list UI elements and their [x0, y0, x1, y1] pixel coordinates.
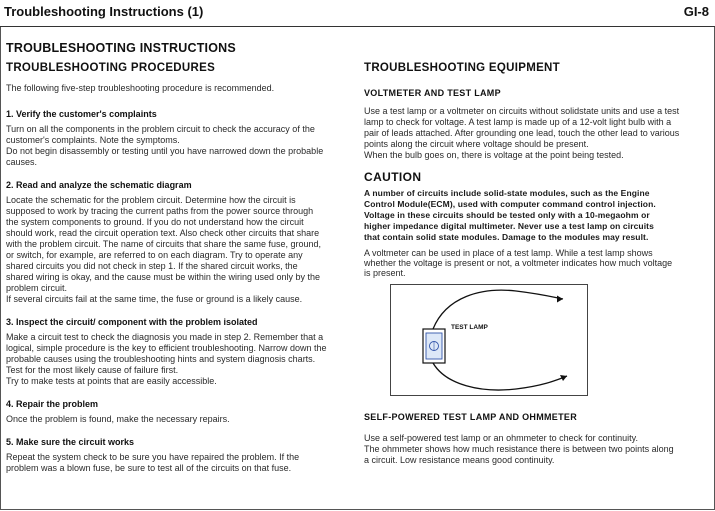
test-lamp-illustration [391, 285, 587, 395]
step-2-title: 2. Read and analyze the schematic diagram [6, 180, 192, 190]
step-5-line: problem was a blown fuse, be sure to test all of the circuits on that fuse. [6, 463, 292, 473]
step-2-line: the system components to ground. If you do not understand how the circuit [6, 217, 304, 227]
lower-lead [433, 363, 567, 390]
voltmeter-note [364, 248, 709, 278]
voltmeter-line: pair of leads attached. After grounding one lead, touch the other lead to various [364, 128, 680, 138]
step-2-line: shared wiring is okay, and the cause must be within the wiring used only by the [6, 272, 321, 282]
step-4-line: Once the problem is found, make the necessary repairs. [6, 414, 230, 424]
self-powered-line: Use a self-powered test lamp or an ohmmeter to check for continuity. [364, 433, 638, 443]
step-1-line: causes. [6, 157, 38, 167]
step-3-line: Make a circuit test to check the diagnosis you made in step 2. Remember that a [6, 332, 324, 342]
step-4-body [6, 414, 351, 425]
caution-body [364, 188, 709, 243]
step-3-line: Test for the most likely cause of failure first. [6, 365, 179, 375]
step-3-line: probable causes using the troubleshooting hints and system diagnosis charts. [6, 354, 316, 364]
voltmeter-line: points along the circuit where voltage should be present. [364, 139, 589, 149]
upper-lead-arrow [557, 296, 563, 303]
step-2-line: supposed to work by tracing the current paths from the power source through [6, 206, 314, 216]
step-2-line: or switch, for example, are referred to on each diagram. Try to operate any [6, 250, 303, 260]
step-2-line: problem circuit. [6, 283, 68, 293]
step-1-line: customer's complaints. Note the symptoms. [6, 135, 180, 145]
step-4 [6, 399, 351, 425]
step-2-line: Locate the schematic for the problem circuit. Determine how the circuit is [6, 195, 296, 205]
caution-line: Control Module(ECM), used with computer command control injection. [364, 199, 656, 209]
voltmeter-heading: VOLTMETER AND TEST LAMP [364, 88, 501, 98]
caution-line: higher impedance digital multimeter. Never use a test lamp on circuits [364, 221, 654, 231]
step-5-line: Repeat the system check to be sure you have repaired the problem. If the [6, 452, 300, 462]
step-5 [6, 437, 351, 474]
left-column [6, 62, 351, 486]
step-1-title: 1. Verify the customer's complaints [6, 109, 157, 119]
procedures-intro: The following five-step troubleshooting procedure is recommended. [6, 83, 275, 93]
voltmeter-note-line: whether the voltage is present or not, a voltmeter indicates how much voltage [364, 258, 673, 268]
equipment-heading: TROUBLESHOOTING EQUIPMENT [364, 62, 560, 74]
step-2-line: If several circuits fail at the same time, the fuse or ground is a likely cause. [6, 294, 303, 304]
step-1 [6, 109, 351, 168]
step-2-body [6, 195, 351, 305]
voltmeter-note-line: A voltmeter can be used in place of a test lamp. While a test lamp shows [364, 248, 653, 258]
self-powered-body [364, 433, 709, 466]
right-column [364, 62, 709, 478]
test-lamp-diagram [390, 284, 588, 396]
step-5-body [6, 452, 351, 474]
step-1-line: Turn on all the components in the problem circuit to check the accuracy of the [6, 124, 315, 134]
step-2-line: with the problem circuit. The name of circuits that share the same fuse, ground, [6, 239, 321, 249]
step-2-line: shared circuits you did not check in step 1. If the shared circuit works, the [6, 261, 298, 271]
voltmeter-line: When the bulb goes on, there is voltage at the point being tested. [364, 150, 624, 160]
step-1-body [6, 124, 351, 168]
step-3-line: Try to make tests at points that are easily accessible. [6, 376, 217, 386]
step-2-line: should work, read the circuit operation text. Also check other circuits that share [6, 228, 320, 238]
step-5-title: 5. Make sure the circuit works [6, 437, 135, 447]
step-3 [6, 317, 351, 387]
test-lamp-label: TEST LAMP [451, 324, 488, 331]
caution-line: that contain solid state modules. Damage to the modules may result. [364, 232, 649, 242]
voltmeter-line: Use a test lamp or a voltmeter on circuits without solidstate units and use a test [364, 106, 680, 116]
self-powered-line: a circuit. Low resistance means good continuity. [364, 455, 555, 465]
voltmeter-line: lamp to check for voltage. A test lamp is made up of a 12-volt light bulb with a [364, 117, 672, 127]
procedures-heading: TROUBLESHOOTING PROCEDURES [6, 62, 216, 74]
caution-line: Voltage in these circuits should be tested only with a 10-megaohm or [364, 210, 650, 220]
voltmeter-note-line: is present. [364, 268, 406, 278]
step-1-line: Do not begin disassembly or testing until you have narrowed down the probable [6, 146, 324, 156]
caution-line: A number of circuits include solid-state modules, such as the Engine [364, 188, 650, 198]
step-4-title: 4. Repair the problem [6, 399, 99, 409]
page-code: GI-8 [683, 4, 709, 19]
step-3-body [6, 332, 351, 387]
step-3-title: 3. Inspect the circuit/ component with the problem isolated [6, 317, 258, 327]
page-header [0, 0, 715, 26]
self-powered-line: The ohmmeter shows how much resistance there is between two points along [364, 444, 674, 454]
caution-heading: CAUTION [364, 170, 422, 184]
header-title: Troubleshooting Instructions (1) [4, 4, 204, 19]
voltmeter-body [364, 106, 709, 161]
step-3-line: logical, simple procedure is the key to efficient troubleshooting. Narrow down the [6, 343, 327, 353]
main-title: TROUBLESHOOTING INSTRUCTIONS [6, 41, 236, 55]
step-2 [6, 180, 351, 305]
self-powered-heading: SELF-POWERED TEST LAMP AND OHMMETER [364, 412, 577, 422]
